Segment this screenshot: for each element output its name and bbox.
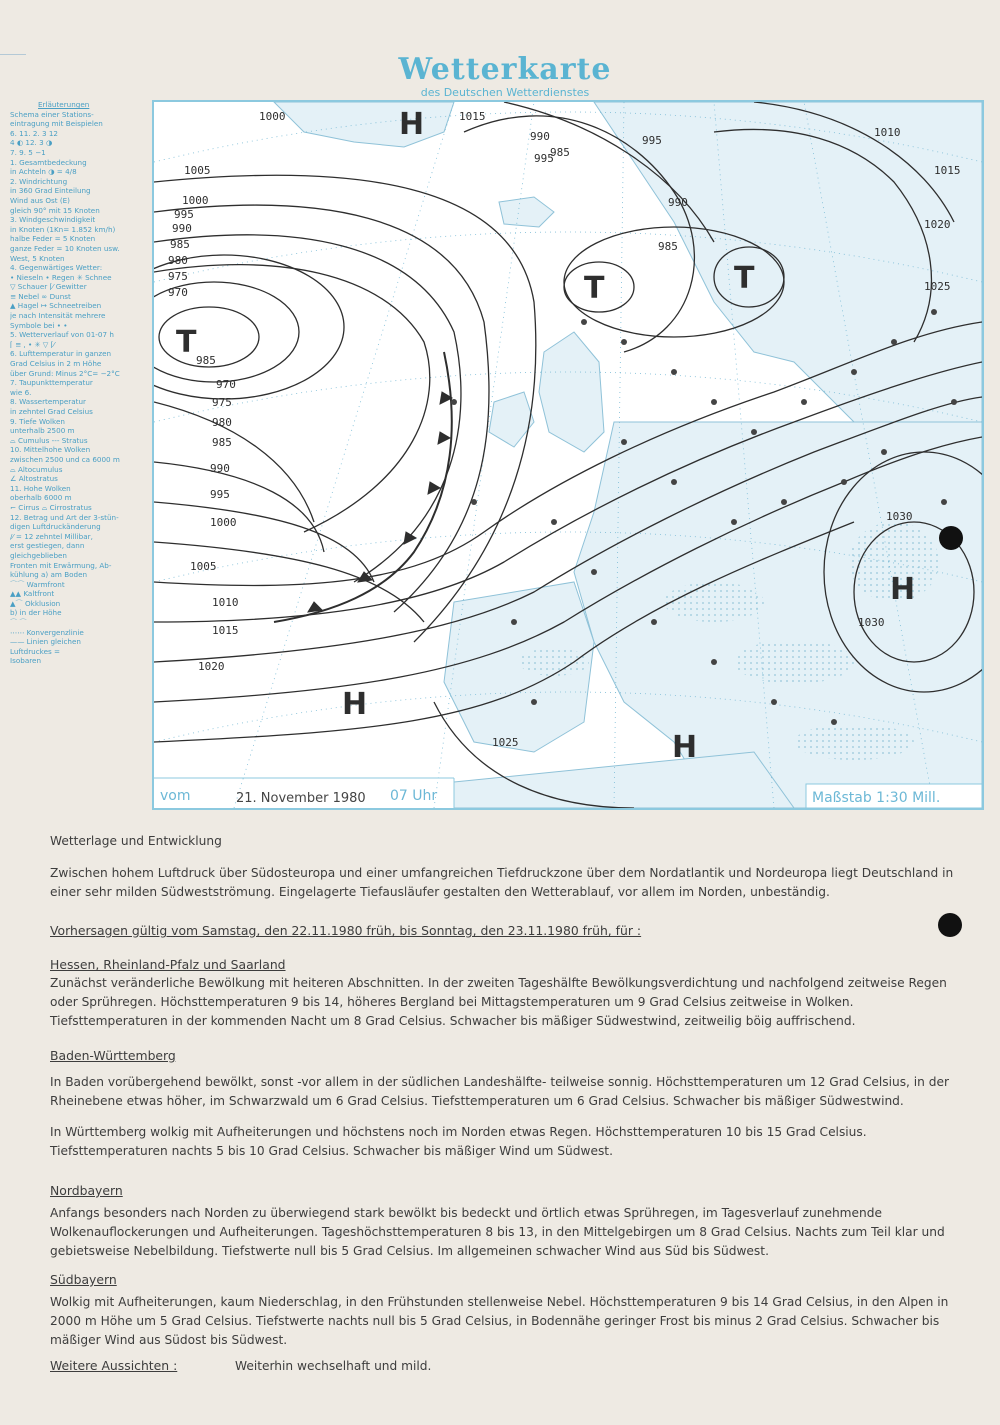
map-legend [10, 100, 150, 666]
pressure-center-h: H [672, 730, 698, 765]
legend-line: 12. Betrag und Art der 3-stün- [10, 512, 119, 522]
legend-line: in 360 Grad Einteilung [10, 186, 91, 196]
legend-line: digen Luftdruckänderung [10, 522, 101, 532]
isobar-label: 995 [174, 208, 194, 221]
isobar-label: 1005 [190, 560, 217, 573]
legend-line: b) in der Höhe [10, 608, 62, 618]
wetterlage-heading: Wetterlage und Entwicklung [50, 834, 222, 848]
legend-line: erst gestiegen, dann [10, 541, 85, 551]
legend-line: ⌓ Cumulus --- Stratus [10, 435, 88, 445]
isobar-label: 1020 [198, 660, 225, 673]
legend-line: in Knoten (1Kn= 1.852 km/h) [10, 224, 116, 234]
legend-line: ⌒⌒ Warmfront [10, 579, 65, 589]
legend-line: Schema einer Stations- [10, 109, 94, 119]
legend-line: ▽ Schauer ⌈⁄ Gewitter [10, 282, 87, 292]
isobar-label: 1000 [182, 194, 209, 207]
legend-line: in zehntel Grad Celsius [10, 407, 93, 416]
legend-line: über Grund: Minus 2°C= −2°C [10, 368, 120, 378]
vorhersage-heading: Vorhersagen gültig vom Samstag, den 22.11.1980 früh, bis Sonntag, den 23.11.1980 früh, für : [50, 923, 642, 938]
page-title: Wetterkarte [398, 52, 612, 87]
isobar-label: 985 [196, 354, 216, 367]
isobar-label: 985 [212, 436, 232, 449]
region-baden-wuerttemberg [50, 1046, 962, 1161]
isobar-label: 990 [210, 462, 230, 475]
legend-line: wie 6. [10, 387, 32, 397]
legend-line: eintragung mit Beispielen [10, 119, 103, 129]
legend-line: 6. Lufttemperatur in ganzen [10, 349, 112, 359]
legend-line: Grad Celsius in 2 m Höhe [10, 359, 102, 369]
isobar-label: 970 [168, 286, 188, 299]
isobar-label: 980 [212, 416, 232, 429]
isobar-label: 990 [530, 130, 550, 143]
isobar-label: 985 [550, 146, 570, 159]
isobar-label: 995 [642, 134, 662, 147]
isobar-label: 975 [168, 270, 188, 283]
caption-time: 07 Uhr [390, 788, 438, 804]
isobar-label: 1010 [874, 126, 901, 139]
legend-line: 5. Wetterverlauf von 01-07 h [10, 330, 114, 340]
isobar-label: 1025 [492, 736, 519, 749]
region-paragraph: Anfangs besonders nach Norden zu überwiegend stark bewölkt bis bedeckt und örtlich etwas Sprühregen, im Tagesverlauf zunehmende Wolkenauflockerungen und Aufheiterungen. Tageshöchsttemperaturen 8 bis 13, in den Mittelgebirgen um 8 Grad Celsius. Nachts zum Teil klar und gebietsweise Nebelbildung. Tiefstwerte null bis 5 Grad Celsius. Im allgemeinen schwacher Wind aus Süd bis Südwest. [50, 1206, 945, 1258]
wetterlage-paragraph: Zwischen hohem Luftdruck über Südosteuropa und einer umfangreichen Tiefdruckzone über dem Nordatlantik und Nordeuropa liegt Deutschland in einer sehr milden Südwestströmung. Eingelagerte Tiefausläufer gestalten den Wetterablauf, vor allem im Norden, unbeständig. [50, 866, 954, 899]
isobar-label: 980 [168, 254, 188, 267]
isobar-label: 1015 [459, 110, 486, 123]
legend-line: ⌓ Altocumulus [10, 464, 63, 474]
legend-line: 7. 9. 5 −1 [10, 147, 46, 157]
region-paragraph: In Baden vorübergehend bewölkt, sonst -vor allem in der südlichen Landeshälfte- teilweise sonnig. Höchsttemperaturen um 12 Grad Celsius, in der Rheinebene etwas höher, im Schwarzwald um 6 Grad Celsius. Tiefsttemperaturen um 6 Grad Celsius. Schwacher bis mäßiger Südwestwind. [50, 1075, 950, 1108]
aussichten-text: Weiterhin wechselhaft und mild. [235, 1359, 432, 1373]
isobar-label: 1015 [934, 164, 961, 177]
vorhersage-heading-block [50, 921, 962, 940]
caption-vom: vom [160, 788, 191, 804]
isobar-label: 990 [172, 222, 192, 235]
weather-map [152, 100, 984, 810]
region-paragraph: In Württemberg wolkig mit Aufheiterungen und höchstens noch im Norden etwas Regen. Höchsttemperaturen 10 bis 15 Grad Celsius. Tiefsttemperaturen nachts 5 bis 10 Grad Celsius. Schwacher bis mäßiger Wind um Südwest. [50, 1125, 867, 1158]
region-heading: Südbayern [50, 1272, 117, 1287]
legend-line: • Nieseln • Regen ✳ Schnee [10, 272, 112, 282]
pressure-center-h: H [890, 572, 916, 607]
region-hessen [50, 955, 962, 1031]
legend-line: /⁄ = 12 zehntel Millibar, [10, 531, 93, 541]
legend-line: ▲▲ Kaltfront [10, 589, 55, 599]
legend-line: zwischen 2500 und ca 6000 m [10, 454, 120, 464]
legend-line: 7. Taupunkttemperatur [10, 378, 93, 388]
legend-line: 3. Windgeschwindigkeit [10, 215, 96, 225]
pressure-center-h: H [399, 107, 425, 142]
legend-line: ganze Feder = 10 Knoten usw. [10, 243, 120, 253]
legend-line: ▲⌒ Okklusion [10, 598, 61, 608]
legend-line: 1. Gesamtbedeckung [10, 157, 87, 167]
region-paragraph: Wolkig mit Aufheiterungen, kaum Niederschlag, in den Frühstunden stellenweise Nebel. Höchsttemperaturen 9 bis 14 Grad Celsius, in den Alpen in 2000 m Höhe um 5 Grad Celsius. Tiefstwerte nachts null bis 5 Grad Celsius, in Bodennähe geringer Frost bis minus 2 Grad Celsius. Schwacher bis mäßiger Wind aus Südost bis Südwest. [50, 1295, 949, 1347]
region-suedbayern [50, 1270, 962, 1350]
isobar-label: 1005 [184, 164, 211, 177]
isobar-label: 985 [658, 240, 678, 253]
legend-line: Fronten mit Erwärmung, Ab- [10, 560, 112, 570]
legend-line: je nach Intensität mehrere [10, 311, 106, 321]
margin-tick [0, 54, 26, 55]
legend-line: gleich 90° mit 15 Knoten [10, 205, 100, 215]
legend-line: 4 ◐ 12. 3 ◑ [10, 138, 53, 148]
legend-line: ⌒ ⌒ [10, 618, 27, 628]
aussichten [50, 1356, 962, 1376]
legend-line: ∠ Altostratus [10, 474, 58, 484]
wetterlage-text [50, 864, 960, 902]
isobar-label: 1010 [212, 596, 239, 609]
page-subtitle: des Deutschen Wetterdienstes [420, 86, 590, 99]
isobar-label: 995 [210, 488, 230, 501]
pressure-center-t: T [176, 325, 197, 360]
legend-line: 9. Tiefe Wolken [10, 416, 65, 426]
isobar-label: 995 [534, 152, 554, 165]
legend-line: West, 5 Knoten [10, 253, 65, 263]
legend-line: Symbole bei • • [10, 320, 68, 330]
region-paragraph: Zunächst veränderliche Bewölkung mit heiteren Abschnitten. In der zweiten Tageshälfte Bewölkungsverdichtung und nachfolgend zeitweise Regen oder Sprühregen. Höchsttemperaturen 9 bis 14, höheres Bergland bei Mittagstemperaturen um 9 Grad Celsius zeitweise in Wolken. Tiefsttemperaturen in der kommenden Nacht um 8 Grad Celsius. Schwacher bis mäßiger Südwestwind, zeitweilig böig auffrischend. [50, 976, 947, 1028]
legend-line: 6. 11. 2. 3 12 [10, 128, 59, 138]
legend-line: Luftdruckes = [10, 646, 61, 656]
legend-line: ≡ Nebel ∞ Dunst [10, 291, 71, 301]
legend-line: ⋯⋯ Konvergenzlinie [10, 627, 84, 637]
caption-date: 21. November 1980 [236, 791, 366, 806]
region-heading: Hessen, Rheinland-Pfalz und Saarland [50, 957, 286, 972]
pressure-center-h: H [342, 687, 368, 722]
legend-line: kühlung a) am Boden [10, 570, 88, 580]
isobar-label: 1025 [924, 280, 951, 293]
pressure-center-t: T [734, 261, 755, 296]
legend-line: 4. Gegenwärtiges Wetter: [10, 263, 103, 273]
region-nordbayern [50, 1181, 962, 1261]
legend-line: oberhalb 6000 m [10, 493, 72, 503]
legend-line: 8. Wassertemperatur [10, 397, 86, 407]
legend-line: 2. Windrichtung [10, 176, 68, 186]
legend-line: ▲ Hagel ↦ Schneetreiben [10, 301, 102, 311]
isobar-label: 1015 [212, 624, 239, 637]
isobar-label: 1030 [886, 510, 913, 523]
region-heading: Nordbayern [50, 1183, 123, 1198]
legend-line: 10. Mittelhohe Wolken [10, 445, 91, 455]
isobar-label: 990 [668, 196, 688, 209]
isobar-label: 1000 [210, 516, 237, 529]
pressure-center-t: T [584, 271, 605, 306]
legend-line: unterhalb 2500 m [10, 426, 75, 436]
aussichten-label: Weitere Aussichten : [50, 1358, 178, 1373]
legend-line: ⌈ ≡ , • ✳ ▽ ⌈⁄ [10, 339, 55, 349]
legend-line: in Achteln ◑ = 4/8 [10, 167, 77, 177]
map-scale: Maßstab 1:30 Mill. [812, 790, 941, 806]
legend-line: Wind aus Ost (E) [10, 195, 70, 205]
legend-line: 11. Hohe Wolken [10, 483, 71, 493]
legend-line: Isobaren [10, 656, 42, 666]
legend-line: halbe Feder = 5 Knoten [10, 234, 96, 244]
isobar-label: 1000 [259, 110, 286, 123]
isobar-label: 1020 [924, 218, 951, 231]
wetterlage-section [50, 832, 962, 851]
isobar-label: 975 [212, 396, 232, 409]
legend-line: Erläuterungen [38, 100, 90, 109]
region-heading: Baden-Württemberg [50, 1048, 176, 1063]
punch-hole [939, 526, 963, 550]
isobar-label: 970 [216, 378, 236, 391]
legend-line: gleichgeblieben [10, 550, 67, 560]
isobar-label: 1030 [858, 616, 885, 629]
legend-line: ⌐ Cirrus ⌓ Cirrostratus [10, 502, 92, 512]
weather-map-svg [154, 102, 982, 808]
legend-line: —— Linien gleichen [10, 637, 81, 647]
isobar-label: 985 [170, 238, 190, 251]
